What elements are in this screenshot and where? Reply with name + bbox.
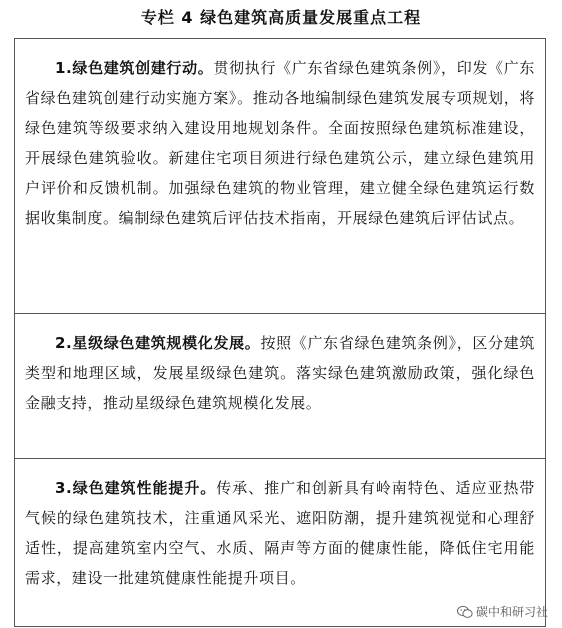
project-heading-2: 2.星级绿色建筑规模化发展。 [55,334,261,352]
wechat-icon [457,605,473,619]
project-row-3 [15,458,545,626]
project-heading-3: 3.绿色建筑性能提升。 [55,479,217,497]
project-row-1 [15,39,545,313]
project-body-2: 按照《广东省绿色建筑条例》，区分建筑类型和地理区域，发展星级绿色建筑。落实绿色建筑激励政策，强化绿色金融支持，推动星级绿色建筑规模化发展。 [25,334,535,412]
watermark-text: 碳中和研习社 [475,605,548,619]
project-row-2 [15,313,545,458]
project-body-3: 传承、推广和创新具有岭南特色、适应亚热带气候的绿色建筑技术，注重通风采光、遮阳防潮，提升建筑视觉和心理舒适性，提高建筑室内空气、水质、隔声等方面的健康性能，降低住宅用能需求，建设一批建筑健康性能提升项目。 [25,479,535,587]
project-table [14,38,546,627]
page-title: 专栏 4 绿色建筑高质量发展重点工程 [140,8,422,27]
project-heading-1: 1.绿色建筑创建行动。 [55,59,214,77]
project-body-1: 贯彻执行《广东省绿色建筑条例》，印发《广东省绿色建筑创建行动实施方案》。推动各地编制绿色建筑发展专项规划，将绿色建筑等级要求纳入建设用地规划条件。全面按照绿色建筑标准建设，开展绿色建筑验收。新建住宅项目须进行绿色建筑公示，建立绿色建筑用户评价和反馈机制。加强绿色建筑的物业管理，建立健全绿色建筑运行数据收集制度。编制绿色建筑后评估技术指南，开展绿色建筑后评估试点。 [25,59,535,227]
watermark [457,603,548,620]
